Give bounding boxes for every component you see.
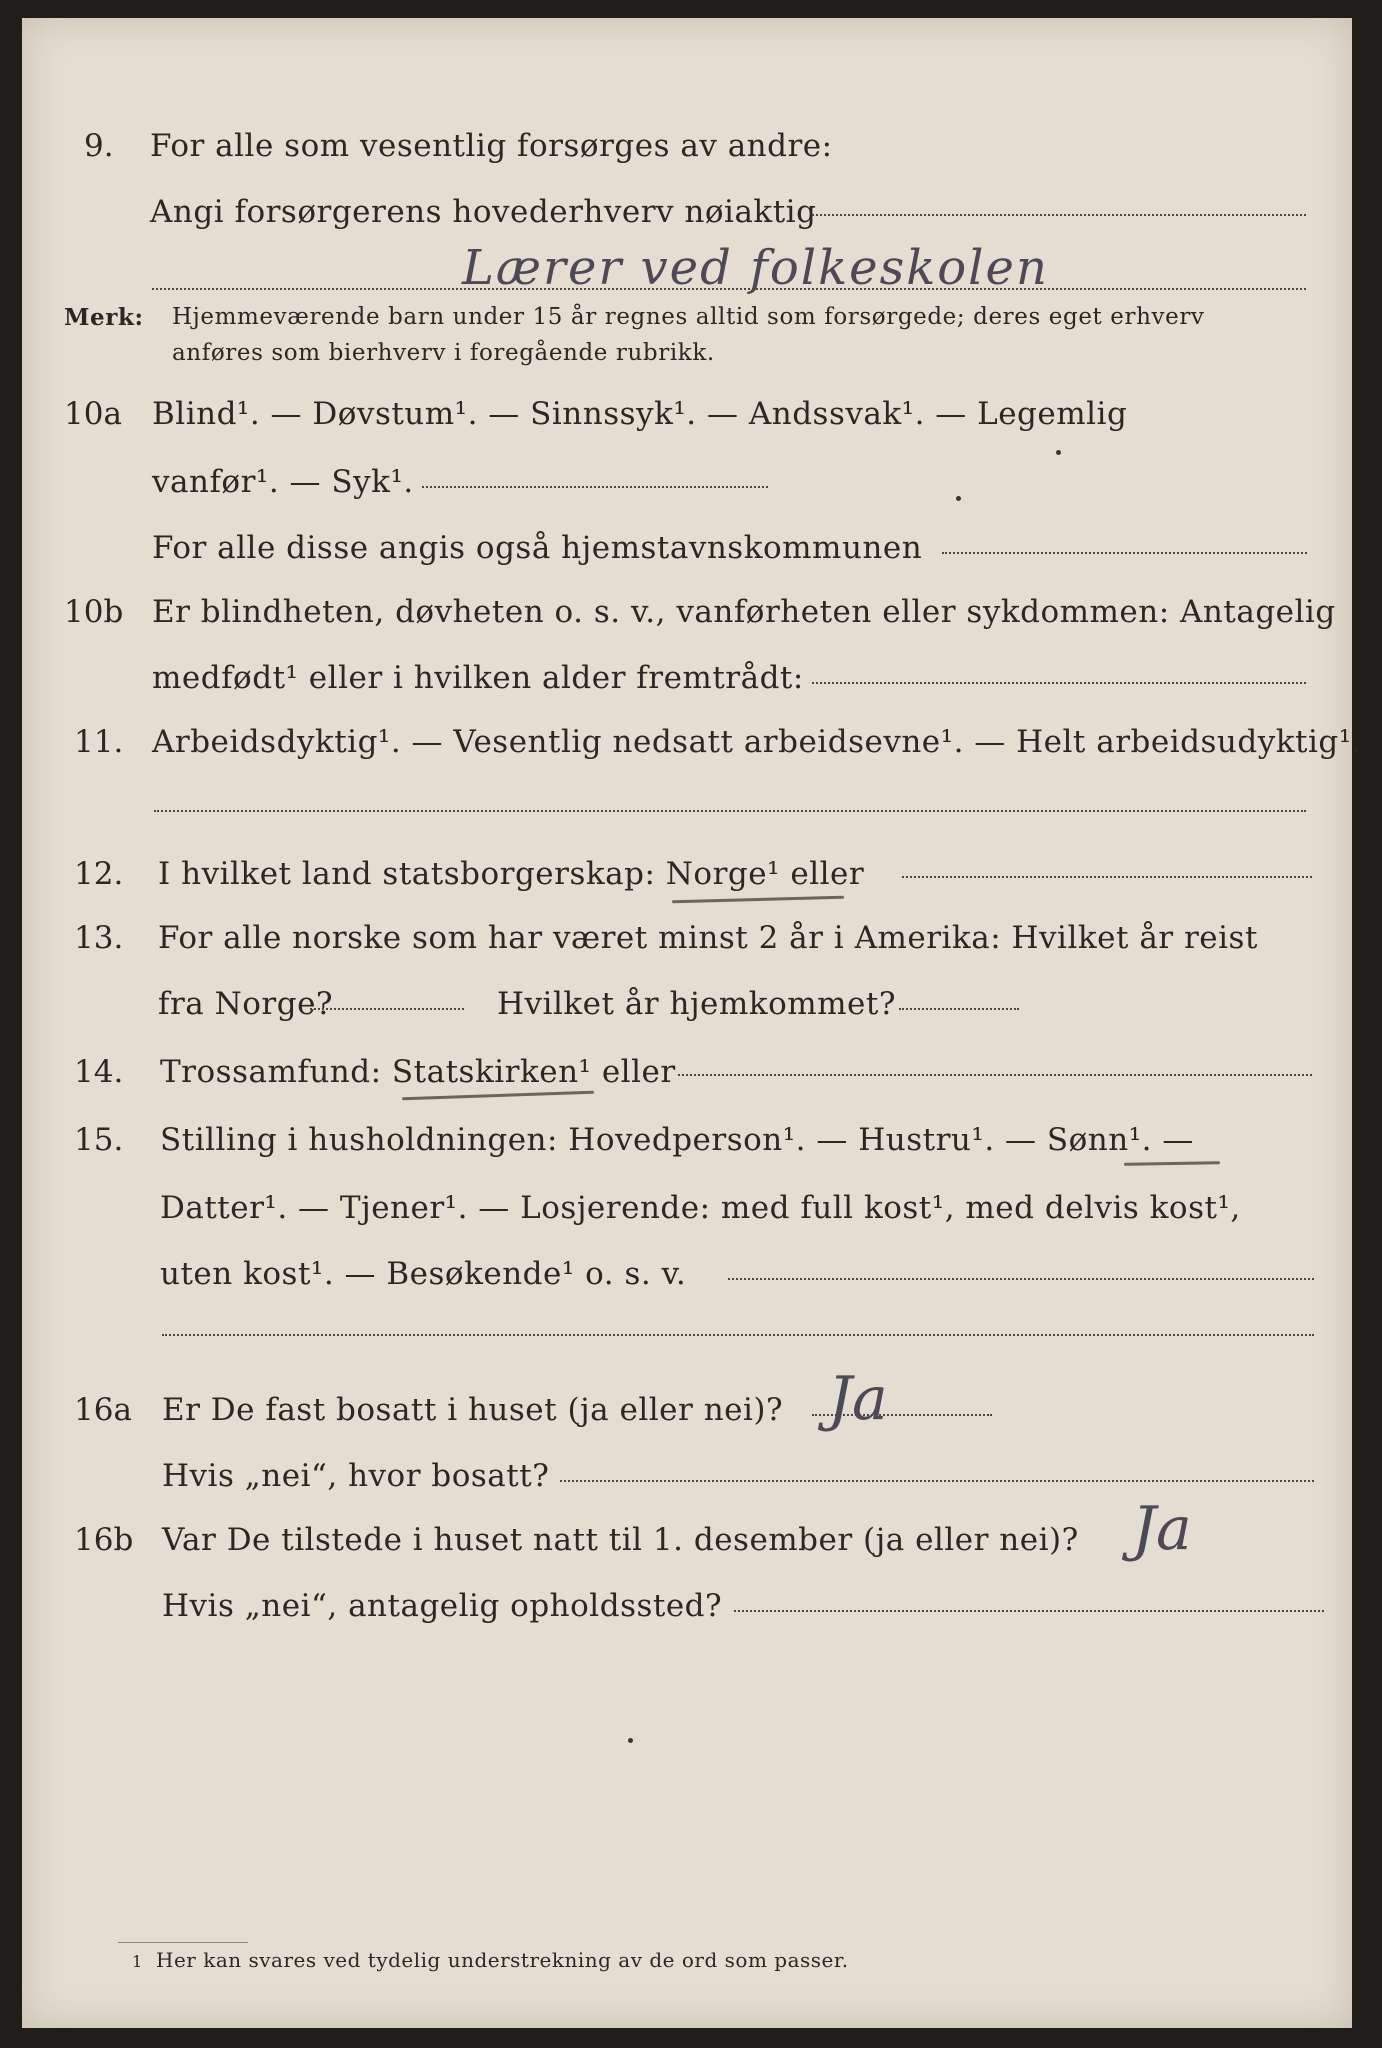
q16b-handwritten-answer: Ja bbox=[1132, 1494, 1192, 1564]
footnote-rule bbox=[118, 1942, 248, 1943]
q16a-line-2: Hvis „nei“, hvor bosatt? bbox=[162, 1458, 550, 1494]
q10a-hjemstavn-line bbox=[942, 552, 1307, 554]
q10b-dotted-line bbox=[812, 682, 1306, 684]
census-form-page bbox=[22, 18, 1363, 2028]
q15-answer-line bbox=[162, 1334, 1314, 1336]
q10a-line-1: Blind¹. — Døvstum¹. — Sinnssyk¹. — Andssvak¹. — Legemlig bbox=[152, 396, 1128, 432]
merk-label: Merk: bbox=[64, 304, 144, 331]
ink-speck bbox=[628, 1738, 633, 1743]
q16b-line-2: Hvis „nei“, antagelig opholdssted? bbox=[162, 1588, 723, 1624]
q15-dotted-line bbox=[728, 1278, 1314, 1280]
footnote-text: Her kan svares ved tydelig understrekning av de ord som passer. bbox=[156, 1948, 849, 1972]
q15-line-2: Datter¹. — Tjener¹. — Losjerende: med full kost¹, med delvis kost¹, bbox=[160, 1190, 1241, 1226]
q15-sonn-underline bbox=[1124, 1161, 1220, 1166]
footnote-mark: 1 bbox=[132, 1952, 143, 1971]
q10a-dotted-line bbox=[422, 486, 768, 488]
q13-line-1: For alle norske som har været minst 2 år i Amerika: Hvilket år reist bbox=[158, 920, 1258, 956]
q15-number: 15. bbox=[74, 1122, 124, 1158]
q10a-line-2: vanfør¹. — Syk¹. bbox=[152, 464, 414, 500]
q10a-line-3: For alle disse angis også hjemstavnskommunen bbox=[152, 530, 923, 566]
q9-dotted-line bbox=[812, 214, 1306, 216]
q12-line-1: I hvilket land statsborgerskap: Norge¹ eller bbox=[158, 856, 865, 892]
ink-speck bbox=[1056, 450, 1061, 455]
merk-line-2: anføres som bierhverv i foregående rubrikk. bbox=[172, 340, 715, 366]
q14-line-1: Trossamfund: Statskirken¹ eller bbox=[160, 1054, 676, 1090]
q12-number: 12. bbox=[74, 856, 124, 892]
q13-line-2b: Hvilket år hjemkommet? bbox=[497, 986, 896, 1022]
q9-number: 9. bbox=[84, 128, 114, 164]
q16b-line-1: Var De tilstede i huset natt til 1. desember (ja eller nei)? bbox=[162, 1522, 1079, 1558]
q11-number: 11. bbox=[74, 724, 124, 760]
q14-dotted-line bbox=[678, 1074, 1312, 1076]
q16a-handwritten-answer: Ja bbox=[828, 1364, 888, 1434]
q12-norge-underline bbox=[672, 896, 844, 904]
q13-reist-dotted-line bbox=[310, 1008, 464, 1010]
q16b-number: 16b bbox=[74, 1522, 134, 1558]
q16a-number: 16a bbox=[74, 1392, 132, 1428]
q10b-line-2: medfødt¹ eller i hvilken alder fremtrådt: bbox=[152, 660, 804, 696]
q13-number: 13. bbox=[74, 920, 124, 956]
q13-hjemkommet-dotted-line bbox=[899, 1008, 1019, 1010]
q9-answer-line bbox=[152, 288, 1306, 290]
merk-line-1: Hjemmeværende barn under 15 år regnes alltid som forsørgede; deres eget erhverv bbox=[172, 304, 1205, 330]
q14-number: 14. bbox=[74, 1054, 124, 1090]
q10a-number: 10a bbox=[64, 396, 122, 432]
q14-statskirken-underline bbox=[402, 1091, 594, 1101]
q15-line-1: Stilling i husholdningen: Hovedperson¹. — Hustru¹. — Sønn¹. — bbox=[160, 1122, 1194, 1158]
ink-speck bbox=[956, 496, 961, 501]
q13-line-2a: fra Norge? bbox=[158, 986, 334, 1022]
q11-line-1: Arbeidsdyktig¹. — Vesentlig nedsatt arbeidsevne¹. — Helt arbeidsudyktig¹. bbox=[152, 724, 1363, 760]
q16b-dotted-line bbox=[734, 1610, 1324, 1612]
q10b-line-1: Er blindheten, døvheten o. s. v., vanførheten eller sykdommen: Antagelig bbox=[152, 594, 1336, 630]
q16a-bosatt-dotted-line bbox=[560, 1480, 1314, 1482]
q11-dotted-line bbox=[154, 810, 1306, 812]
q12-dotted-line bbox=[902, 876, 1312, 878]
q15-line-3: uten kost¹. — Besøkende¹ o. s. v. bbox=[160, 1256, 687, 1292]
q10b-number: 10b bbox=[64, 594, 124, 630]
q9-prompt: Angi forsørgerens hovederhverv nøiaktig bbox=[150, 194, 817, 230]
q9-handwritten-answer: Lærer ved folkeskolen bbox=[462, 240, 1049, 296]
q16a-line-1: Er De fast bosatt i huset (ja eller nei)? bbox=[162, 1392, 784, 1428]
q9-question: For alle som vesentlig forsørges av andre: bbox=[150, 128, 833, 164]
